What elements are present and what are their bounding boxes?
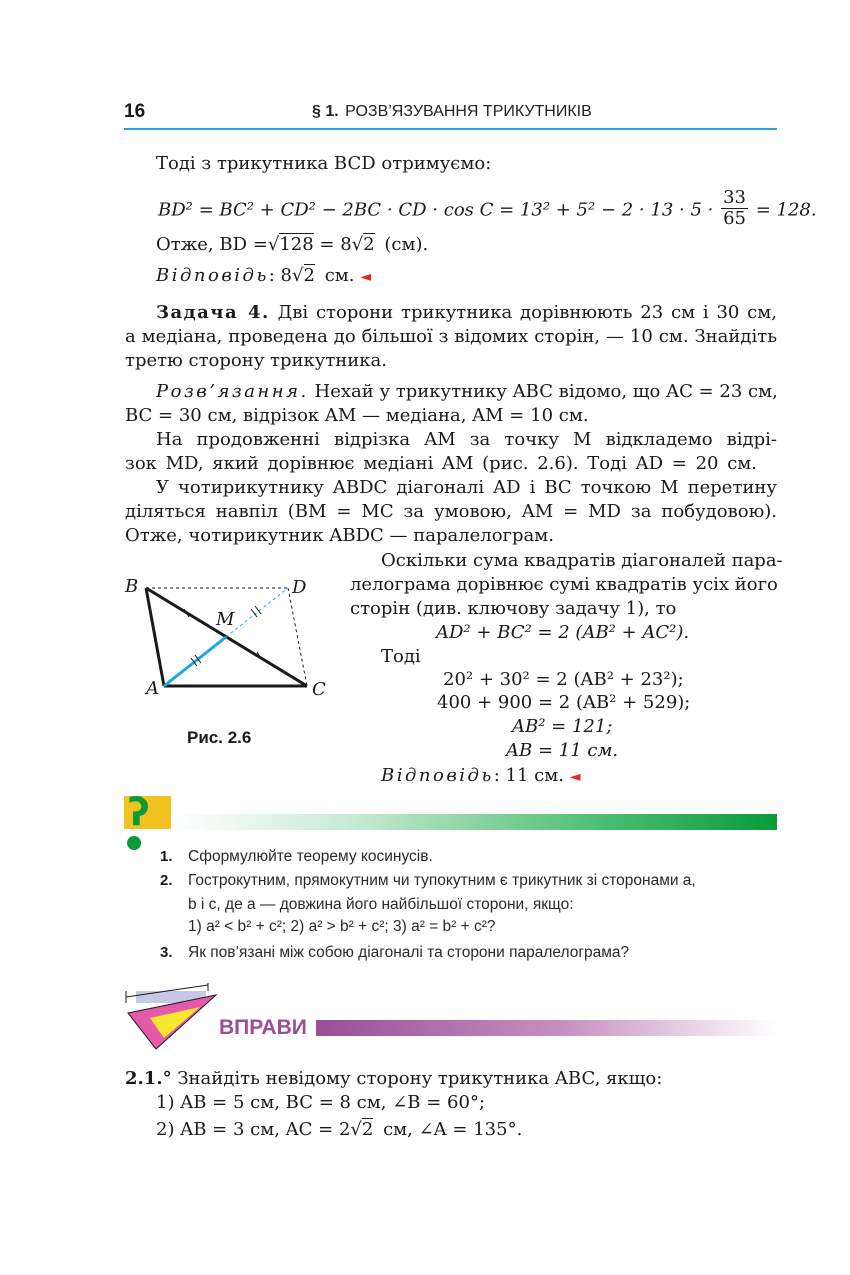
section-title: РОЗВ’ЯЗУВАННЯ ТРИКУТНИКІВ (345, 103, 592, 120)
exercise-case-1: 1) AB = 5 см, BC = 8 см, ∠B = 60°; (156, 1092, 486, 1113)
therefore-line (156, 233, 428, 257)
solution-line6: діляться навпіл (BM = MC за умовою, AM = MD за побудовою). (125, 501, 777, 522)
label-c: C (312, 679, 326, 700)
fraction-numerator: 33 (723, 187, 746, 208)
therefore-unit: (см). (384, 234, 429, 255)
answer2-value: : 11 см. (493, 765, 564, 786)
solution-line3: На продовженні відрізка AM за точку M відкладемо відрі- (156, 429, 777, 450)
segment-md (226, 588, 288, 637)
exercise-number: 2.1.° (125, 1068, 172, 1089)
running-header (312, 103, 592, 121)
task4-label: Задача 4. (156, 302, 270, 323)
side-dc (288, 588, 307, 686)
answer-unit: см. (324, 265, 355, 286)
end-marker-icon: ◄ (360, 269, 372, 285)
page-number: 16 (124, 101, 146, 122)
sqrt-sign: √ (351, 234, 364, 255)
exercises-ruler-icon (120, 983, 220, 1053)
exercises-gradient-bar (316, 1020, 777, 1036)
solution-text1: Нехай у трикутнику ABC відомо, що AC = 23 см, (314, 381, 778, 402)
equation-4: AB² = 121; (512, 716, 613, 737)
label-a: A (146, 678, 159, 699)
equation-5: AB = 11 см. (506, 740, 619, 761)
formula-lhs: BD² = BC² + CD² − 2BC · CD · cos C = 13² + 5² − 2 · 13 · 5 · (158, 199, 714, 221)
answer-label: Відповідь (156, 265, 269, 286)
solution-line4: зок MD, який дорівнює медіані AM (рис. 2.6). Тоді AD = 20 см. (125, 453, 757, 474)
fraction-denominator: 65 (723, 208, 746, 229)
figure-caption: Рис. 2.6 (187, 728, 252, 747)
question-3-text: Як пов’язані між собою діагоналі та сторони паралелограма? (188, 944, 630, 961)
right-line2: лелограма дорівнює сумі квадратів усіх його (350, 574, 778, 595)
question-1-number: 1. (160, 848, 173, 865)
then-label: Тоді (381, 646, 421, 667)
answer-line (156, 264, 371, 289)
right-line3: сторін (див. ключову задачу 1), то (350, 598, 677, 619)
task4-text1: Дві сторони трикутника дорівнюють 23 см і 30 см, (277, 302, 777, 323)
median-am (164, 637, 226, 686)
task4-line3: третю сторону трикутника. (125, 350, 388, 371)
end-marker-icon: ◄ (569, 769, 581, 785)
exercise-text: Знайдіть невідому сторону трикутника ABC, якщо: (177, 1068, 663, 1089)
equation-1: AD² + BC² = 2 (AB² + AC²). (436, 622, 690, 643)
sqrt-sign: √ (350, 1119, 362, 1140)
case2-root: 2 (361, 1119, 374, 1140)
solution-line5: У чотирикутнику ABDC діагоналі AD і BC точкою M перетину (156, 477, 777, 498)
sqrt-2: 2 (363, 234, 375, 255)
sqrt-128: 128 (279, 234, 314, 255)
fraction (721, 188, 748, 229)
answer2-label: Відповідь (381, 765, 494, 786)
solution-line1 (156, 380, 777, 404)
cosine-formula (158, 187, 817, 231)
exercises-title: ВПРАВИ (219, 1016, 307, 1039)
answer-value: : 8 (268, 265, 293, 286)
sqrt-sign: √ (267, 234, 280, 255)
question-3-number: 3. (160, 944, 173, 961)
label-b: B (125, 576, 139, 597)
side-ba (146, 588, 164, 686)
label-d: D (292, 577, 307, 598)
case2-prefix: 2) AB = 3 см, AC = 2 (156, 1119, 351, 1140)
solution-line2: BC = 30 см, відрізок AM — медіана, AM = 10 см. (125, 405, 589, 426)
question-2-line3: 1) a² < b² + c²; 2) a² > b² + c²; 3) a² = b² + c²? (188, 918, 496, 935)
questions-gradient-bar (172, 814, 777, 830)
exercise-2-1 (125, 1067, 662, 1091)
question-dot (127, 836, 141, 850)
formula-rhs: = 128. (755, 199, 817, 221)
solution-line7: Отже, чотирикутник ABDC — паралелограм. (125, 525, 554, 546)
solution-intro: Тоді з трикутника BCD отримуємо: (156, 153, 492, 174)
question-2-line2: b і c, де a — довжина його найбільшої сторони, якщо: (188, 896, 574, 913)
question-1-text: Сформулюйте теорему косинусів. (188, 848, 433, 865)
sqrt-sign: √ (292, 265, 304, 286)
section-mark: § 1. (312, 103, 339, 120)
question-glyph: ʔ (128, 790, 150, 834)
answer-root: 2 (303, 265, 315, 286)
right-line1: Оскільки сума квадратів діагоналей пара- (381, 550, 783, 571)
answer2-line (381, 764, 581, 789)
equation-3: 400 + 900 = 2 (AB² + 529); (437, 692, 691, 713)
header-rule (124, 128, 777, 130)
equation-2: 20² + 30² = 2 (AB² + 23²); (443, 669, 684, 690)
question-2-number: 2. (160, 872, 173, 889)
solution-label: Розв’язання. (156, 381, 309, 402)
label-m: M (216, 609, 235, 630)
case2-suffix: см, ∠A = 135°. (383, 1119, 523, 1140)
exercise-case-2 (156, 1118, 522, 1142)
therefore-prefix: Отже, BD = (156, 234, 268, 255)
question-mark-icon (124, 790, 171, 834)
task4-line1 (156, 301, 777, 325)
question-2-text: Гострокутним, прямокутним чи тупокутним є трикутник зі сторонами a, (188, 872, 696, 889)
task4-line2: а медіана, проведена до більшої з відомих сторін, — 10 см. Знайдіть (125, 326, 777, 347)
therefore-mid: = 8 (319, 234, 352, 255)
